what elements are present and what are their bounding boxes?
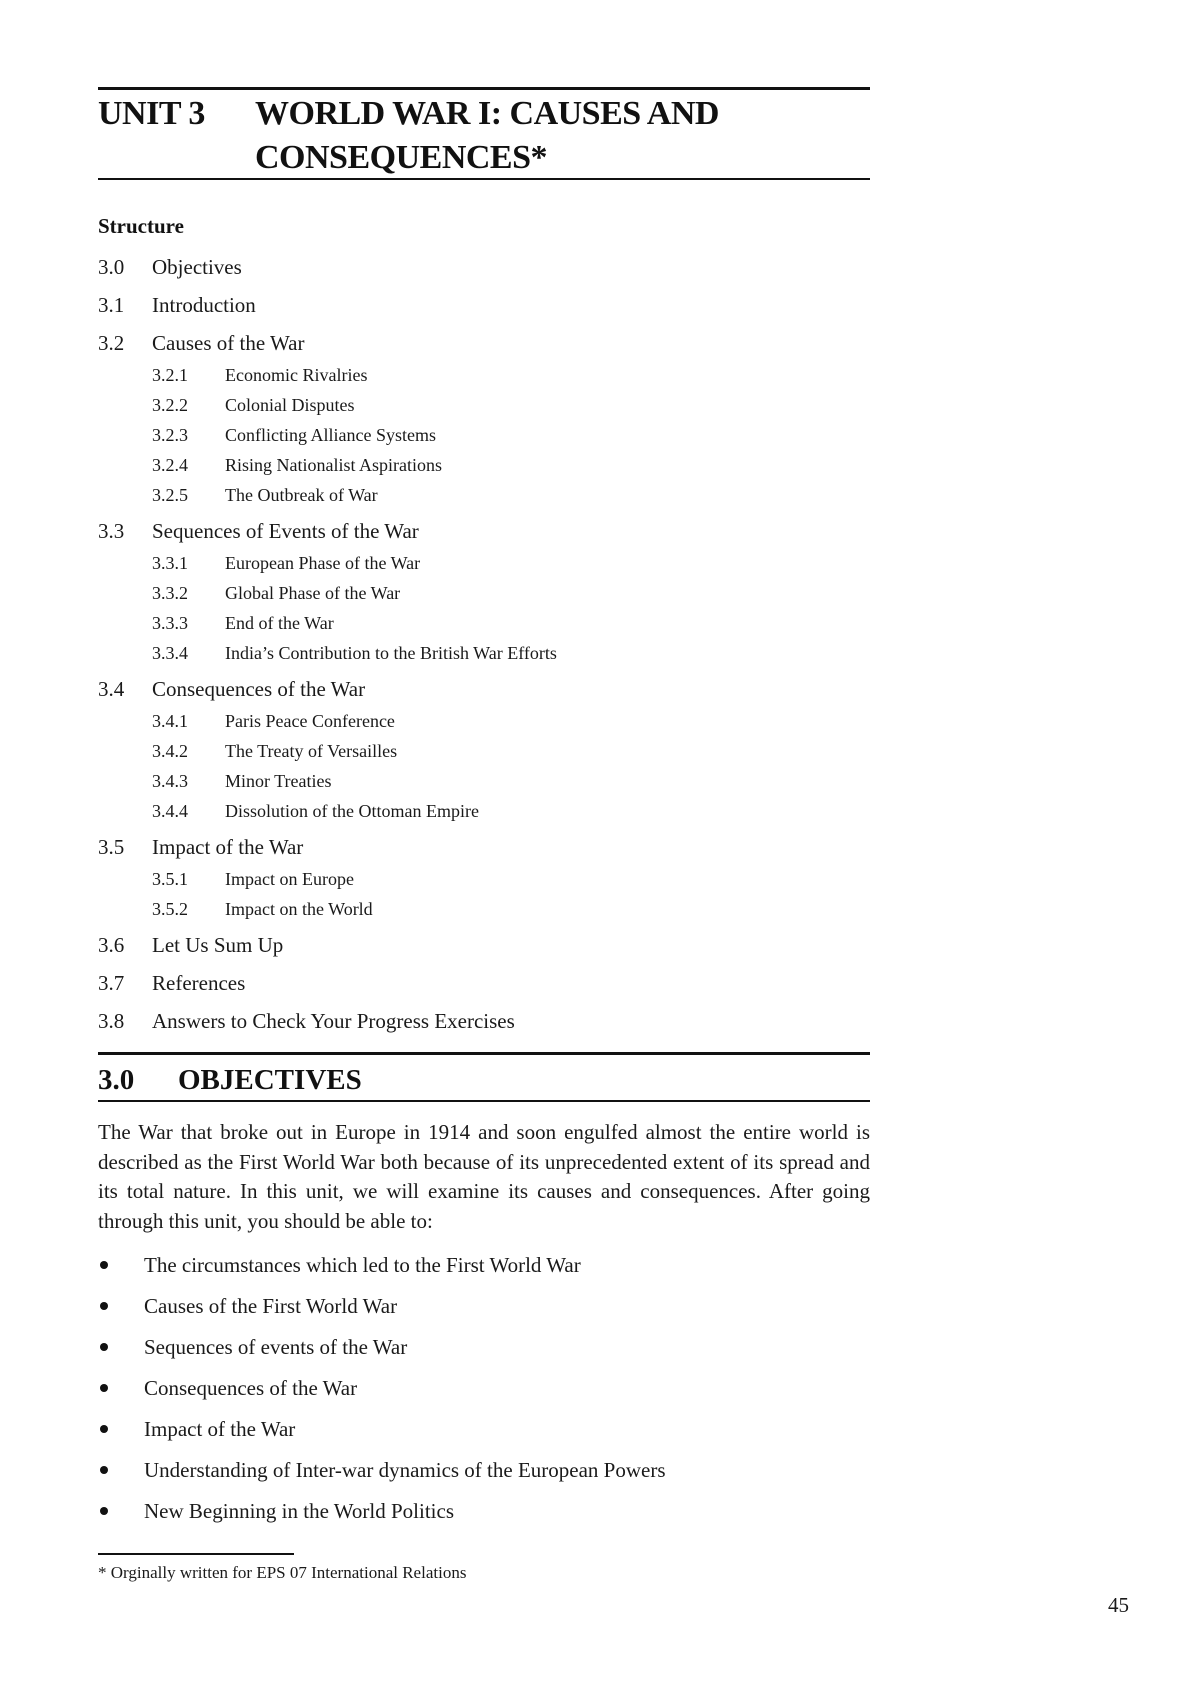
- toc-subitem-title: Minor Treaties: [225, 771, 332, 791]
- toc-subitem-number: 3.2.4: [152, 455, 188, 475]
- header-bottom-rule: [98, 178, 870, 180]
- toc-item-title: Let Us Sum Up: [152, 933, 284, 957]
- toc-subitem-title: European Phase of the War: [225, 553, 421, 573]
- unit-title-line-2: CONSEQUENCES*: [255, 139, 548, 176]
- bullet-dot-icon: [100, 1384, 108, 1392]
- objectives-top-rule: [98, 1052, 870, 1055]
- toc-subitem-number: 3.4.3: [152, 771, 188, 791]
- objective-bullet-text: Impact of the War: [144, 1417, 296, 1441]
- toc-subitem-title: The Treaty of Versailles: [225, 741, 398, 761]
- objectives-bottom-rule: [98, 1100, 870, 1102]
- objective-bullet-text: Consequences of the War: [144, 1376, 358, 1400]
- toc-subitem-number: 3.3.2: [152, 583, 188, 603]
- objectives-paragraph: The War that broke out in Europe in 1914 and soon engulfed almost the entire world is described as the First World War both because of its unprecedented extent of its spread and its total nature. In this unit, we will examine its causes and consequences. After going through this unit, you should be able to:: [98, 1120, 870, 1233]
- bullet-dot-icon: [100, 1343, 108, 1351]
- toc-subitem-number: 3.5.2: [152, 899, 188, 919]
- toc-subitem-title: End of the War: [225, 613, 334, 633]
- toc-item-number: 3.2: [98, 331, 125, 355]
- toc-item-title: Causes of the War: [152, 331, 305, 355]
- objective-bullet-text: Sequences of events of the War: [144, 1335, 408, 1359]
- toc-subitem-title: Colonial Disputes: [225, 395, 355, 415]
- objective-bullet-text: Understanding of Inter-war dynamics of the European Powers: [144, 1458, 666, 1482]
- toc-item-title: Introduction: [152, 293, 256, 317]
- bullet-dot-icon: [100, 1261, 108, 1269]
- toc-subitem-title: The Outbreak of War: [225, 485, 378, 505]
- toc-subitem-title: Conflicting Alliance Systems: [225, 425, 436, 445]
- toc-subitem-number: 3.4.2: [152, 741, 188, 761]
- toc-subitem-title: Impact on the World: [225, 899, 373, 919]
- objective-bullet-item: [98, 1293, 870, 1334]
- toc-item-number: 3.6: [98, 933, 125, 957]
- toc-subitem-number: 3.3.3: [152, 613, 188, 633]
- toc-item-number: 3.5: [98, 835, 125, 859]
- toc-item-title: Consequences of the War: [152, 677, 366, 701]
- toc-subitem-number: 3.2.5: [152, 485, 188, 505]
- header-top-rule: [98, 87, 870, 90]
- toc-subitem-number: 3.4.1: [152, 711, 188, 731]
- objective-bullet-item: [98, 1334, 870, 1375]
- toc-subitem-title: Dissolution of the Ottoman Empire: [225, 801, 479, 821]
- toc-item-number: 3.1: [98, 293, 125, 317]
- structure-label: Structure: [98, 214, 184, 238]
- objective-bullet-item: [98, 1457, 870, 1498]
- toc-item-title: Objectives: [152, 255, 242, 279]
- bullet-dot-icon: [100, 1302, 108, 1310]
- toc-subitem-number: 3.4.4: [152, 801, 188, 821]
- objectives-title: OBJECTIVES: [178, 1064, 362, 1096]
- bullet-dot-icon: [100, 1507, 108, 1515]
- unit-title-line-1: WORLD WAR I: CAUSES AND: [255, 95, 719, 132]
- unit-label: UNIT 3: [98, 95, 205, 132]
- objective-bullet-item: [98, 1498, 870, 1539]
- objective-bullet-item: [98, 1375, 870, 1416]
- toc-item-title: References: [152, 971, 246, 995]
- toc-item-number: 3.3: [98, 519, 125, 543]
- toc-subitem-number: 3.3.1: [152, 553, 188, 573]
- objectives-bullet-list: [98, 1252, 870, 1539]
- objective-bullet-text: Causes of the First World War: [144, 1294, 398, 1318]
- toc-subitem-title: Global Phase of the War: [225, 583, 401, 603]
- toc-subitem-title: Paris Peace Conference: [225, 711, 395, 731]
- toc-item-number: 3.0: [98, 255, 125, 279]
- toc-subitem-title: Impact on Europe: [225, 869, 354, 889]
- page-number: 45: [1108, 1593, 1129, 1617]
- toc-item-number: 3.4: [98, 677, 125, 701]
- toc-subitem-number: 3.3.4: [152, 643, 188, 663]
- bullet-dot-icon: [100, 1466, 108, 1474]
- toc-item-number: 3.7: [98, 971, 125, 995]
- objectives-number: 3.0: [98, 1064, 135, 1096]
- toc-subitem-title: Rising Nationalist Aspirations: [225, 455, 443, 475]
- toc-subitem-number: 3.2.1: [152, 365, 188, 385]
- bullet-dot-icon: [100, 1425, 108, 1433]
- toc-subitem-number: 3.2.2: [152, 395, 188, 415]
- objective-bullet-text: The circumstances which led to the First World War: [144, 1253, 581, 1277]
- toc-subitem-title: Economic Rivalries: [225, 365, 368, 385]
- toc-subitem-title: India’s Contribution to the British War Efforts: [225, 643, 557, 663]
- toc-item-title: Answers to Check Your Progress Exercises: [152, 1009, 515, 1033]
- toc-subitem-number: 3.2.3: [152, 425, 188, 445]
- objective-bullet-text: New Beginning in the World Politics: [144, 1499, 454, 1523]
- toc-item-number: 3.8: [98, 1009, 125, 1033]
- toc-item-title: Impact of the War: [152, 835, 304, 859]
- footnote-rule: [98, 1553, 294, 1555]
- toc-subitem-number: 3.5.1: [152, 869, 188, 889]
- objective-bullet-item: [98, 1416, 870, 1457]
- toc-item-title: Sequences of Events of the War: [152, 519, 419, 543]
- objective-bullet-item: [98, 1252, 870, 1293]
- footnote: * Orginally written for EPS 07 International Relations: [98, 1563, 467, 1582]
- unit-title: [255, 92, 870, 180]
